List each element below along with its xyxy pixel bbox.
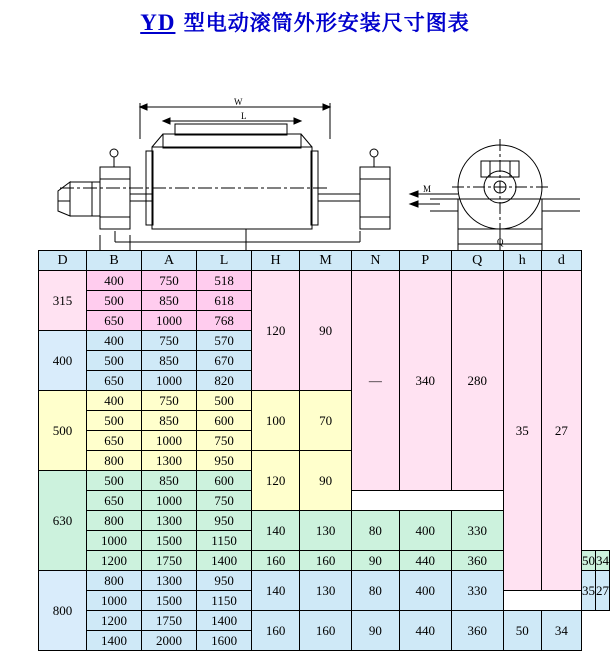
cell-M-90b: 90 [300,451,352,511]
cell-h-50a: 50 [582,551,596,571]
cell-B: 800 [87,571,142,591]
col-header-h: h [503,251,541,271]
col-header-D: D [39,251,87,271]
cell-H-120b: 120 [252,451,300,511]
cell-B: 800 [87,511,142,531]
cell-M-160b: 160 [300,611,352,651]
cell-N-80b: 80 [352,571,400,611]
cell-A: 1000 [142,491,197,511]
technical-drawing [0,39,610,247]
cell-A: 1300 [142,451,197,471]
cell-P-440a: 440 [399,551,451,571]
cell-B: 500 [87,411,142,431]
cell-A: 1500 [142,531,197,551]
col-header-N: N [352,251,400,271]
cell-L: 1150 [197,591,252,611]
cell-B: 500 [87,471,142,491]
cell-d-27b: 27 [596,571,610,611]
cell-A: 750 [142,391,197,411]
cell-A: 1300 [142,571,197,591]
cell-L: 1400 [197,611,252,631]
cell-L: 950 [197,451,252,471]
dim-label-l: L [241,111,247,121]
cell-A: 850 [142,351,197,371]
cell-B: 400 [87,391,142,411]
cell-H-140b: 140 [252,571,300,611]
cell-B: 400 [87,331,142,351]
cell-D-630: 630 [39,471,87,571]
cell-A: 1300 [142,511,197,531]
cell-M-130b: 130 [300,571,352,611]
col-header-L: L [197,251,252,271]
cell-d-34b: 34 [541,611,581,651]
cell-Q-360b: 360 [451,611,503,651]
cell-A: 1750 [142,551,197,571]
cell-P-440b: 440 [399,611,451,651]
cell-h-50b: 50 [503,611,541,651]
cell-P-340: 340 [399,271,451,491]
cell-D-315: 315 [39,271,87,331]
cell-M-90a: 90 [300,271,352,391]
cell-L: 1600 [197,631,252,651]
table-header-row [39,251,610,271]
dim-label-q: Q [497,237,504,247]
cell-L: 1400 [197,551,252,571]
cell-B: 650 [87,491,142,511]
col-header-M: M [300,251,352,271]
cell-A: 1000 [142,371,197,391]
cell-N-90a: 90 [352,551,400,571]
col-header-d: d [541,251,581,271]
cell-B: 650 [87,371,142,391]
cell-H-100: 100 [252,391,300,451]
cell-P-400b: 400 [399,571,451,611]
cell-N-80a: 80 [352,511,400,551]
cell-A: 750 [142,331,197,351]
cell-B: 1200 [87,611,142,631]
cell-L: 750 [197,491,252,511]
cell-H-120a: 120 [252,271,300,391]
cell-L: 950 [197,511,252,531]
cell-L: 1150 [197,531,252,551]
cell-N-90b: 90 [352,611,400,651]
cell-D-400: 400 [39,331,87,391]
cell-Q-360a: 360 [451,551,503,571]
cell-h-35b: 35 [582,571,596,611]
cell-L: 618 [197,291,252,311]
page-title-prefix: YD [140,10,176,35]
cell-L: 750 [197,431,252,451]
table-row [39,271,610,291]
cell-d-34a: 34 [596,551,610,571]
cell-B: 1400 [87,631,142,651]
cell-M-160a: 160 [300,551,352,571]
cell-M-130a: 130 [300,511,352,551]
col-header-B: B [87,251,142,271]
cell-M-70: 70 [300,391,352,451]
cell-B: 500 [87,351,142,371]
cell-L: 518 [197,271,252,291]
cell-A: 750 [142,271,197,291]
cell-N-dash: — [352,271,400,491]
cell-D-500: 500 [39,391,87,471]
cell-A: 1500 [142,591,197,611]
cell-L: 950 [197,571,252,591]
cell-B: 1000 [87,591,142,611]
cell-H-160b: 160 [252,611,300,651]
cell-D-800: 800 [39,571,87,651]
cell-h-35a: 35 [503,271,541,591]
cell-B: 800 [87,451,142,471]
col-header-Q: Q [451,251,503,271]
cell-L: 600 [197,411,252,431]
cell-B: 500 [87,291,142,311]
cell-A: 850 [142,471,197,491]
cell-L: 820 [197,371,252,391]
dim-label-w: W [234,97,243,107]
table-row [39,611,610,631]
cell-Q-330a: 330 [451,511,503,551]
cell-B: 1000 [87,531,142,551]
cell-Q-330b: 330 [451,571,503,611]
cell-A: 2000 [142,631,197,651]
cell-H-160a: 160 [252,551,300,571]
cell-A: 850 [142,291,197,311]
cell-B: 650 [87,311,142,331]
page-title [0,0,610,37]
cell-P-400a: 400 [399,511,451,551]
cell-L: 768 [197,311,252,331]
cell-L: 500 [197,391,252,411]
cell-B: 650 [87,431,142,451]
cell-A: 1000 [142,431,197,451]
cell-B: 400 [87,271,142,291]
spec-table-wrapper [38,250,610,651]
cell-B: 1200 [87,551,142,571]
cell-Q-280: 280 [451,271,503,491]
cell-L: 570 [197,331,252,351]
col-header-P: P [399,251,451,271]
cell-d-27a: 27 [541,271,581,591]
dim-label-m: M [423,184,432,194]
drawing-svg [0,39,610,249]
col-header-A: A [142,251,197,271]
page-title-text: 型电动滚筒外形安装尺寸图表 [183,11,470,35]
cell-A: 1000 [142,311,197,331]
cell-A: 1750 [142,611,197,631]
cell-H-140a: 140 [252,511,300,551]
cell-L: 600 [197,471,252,491]
cell-A: 850 [142,411,197,431]
spec-table [38,250,610,651]
col-header-H: H [252,251,300,271]
cell-L: 670 [197,351,252,371]
